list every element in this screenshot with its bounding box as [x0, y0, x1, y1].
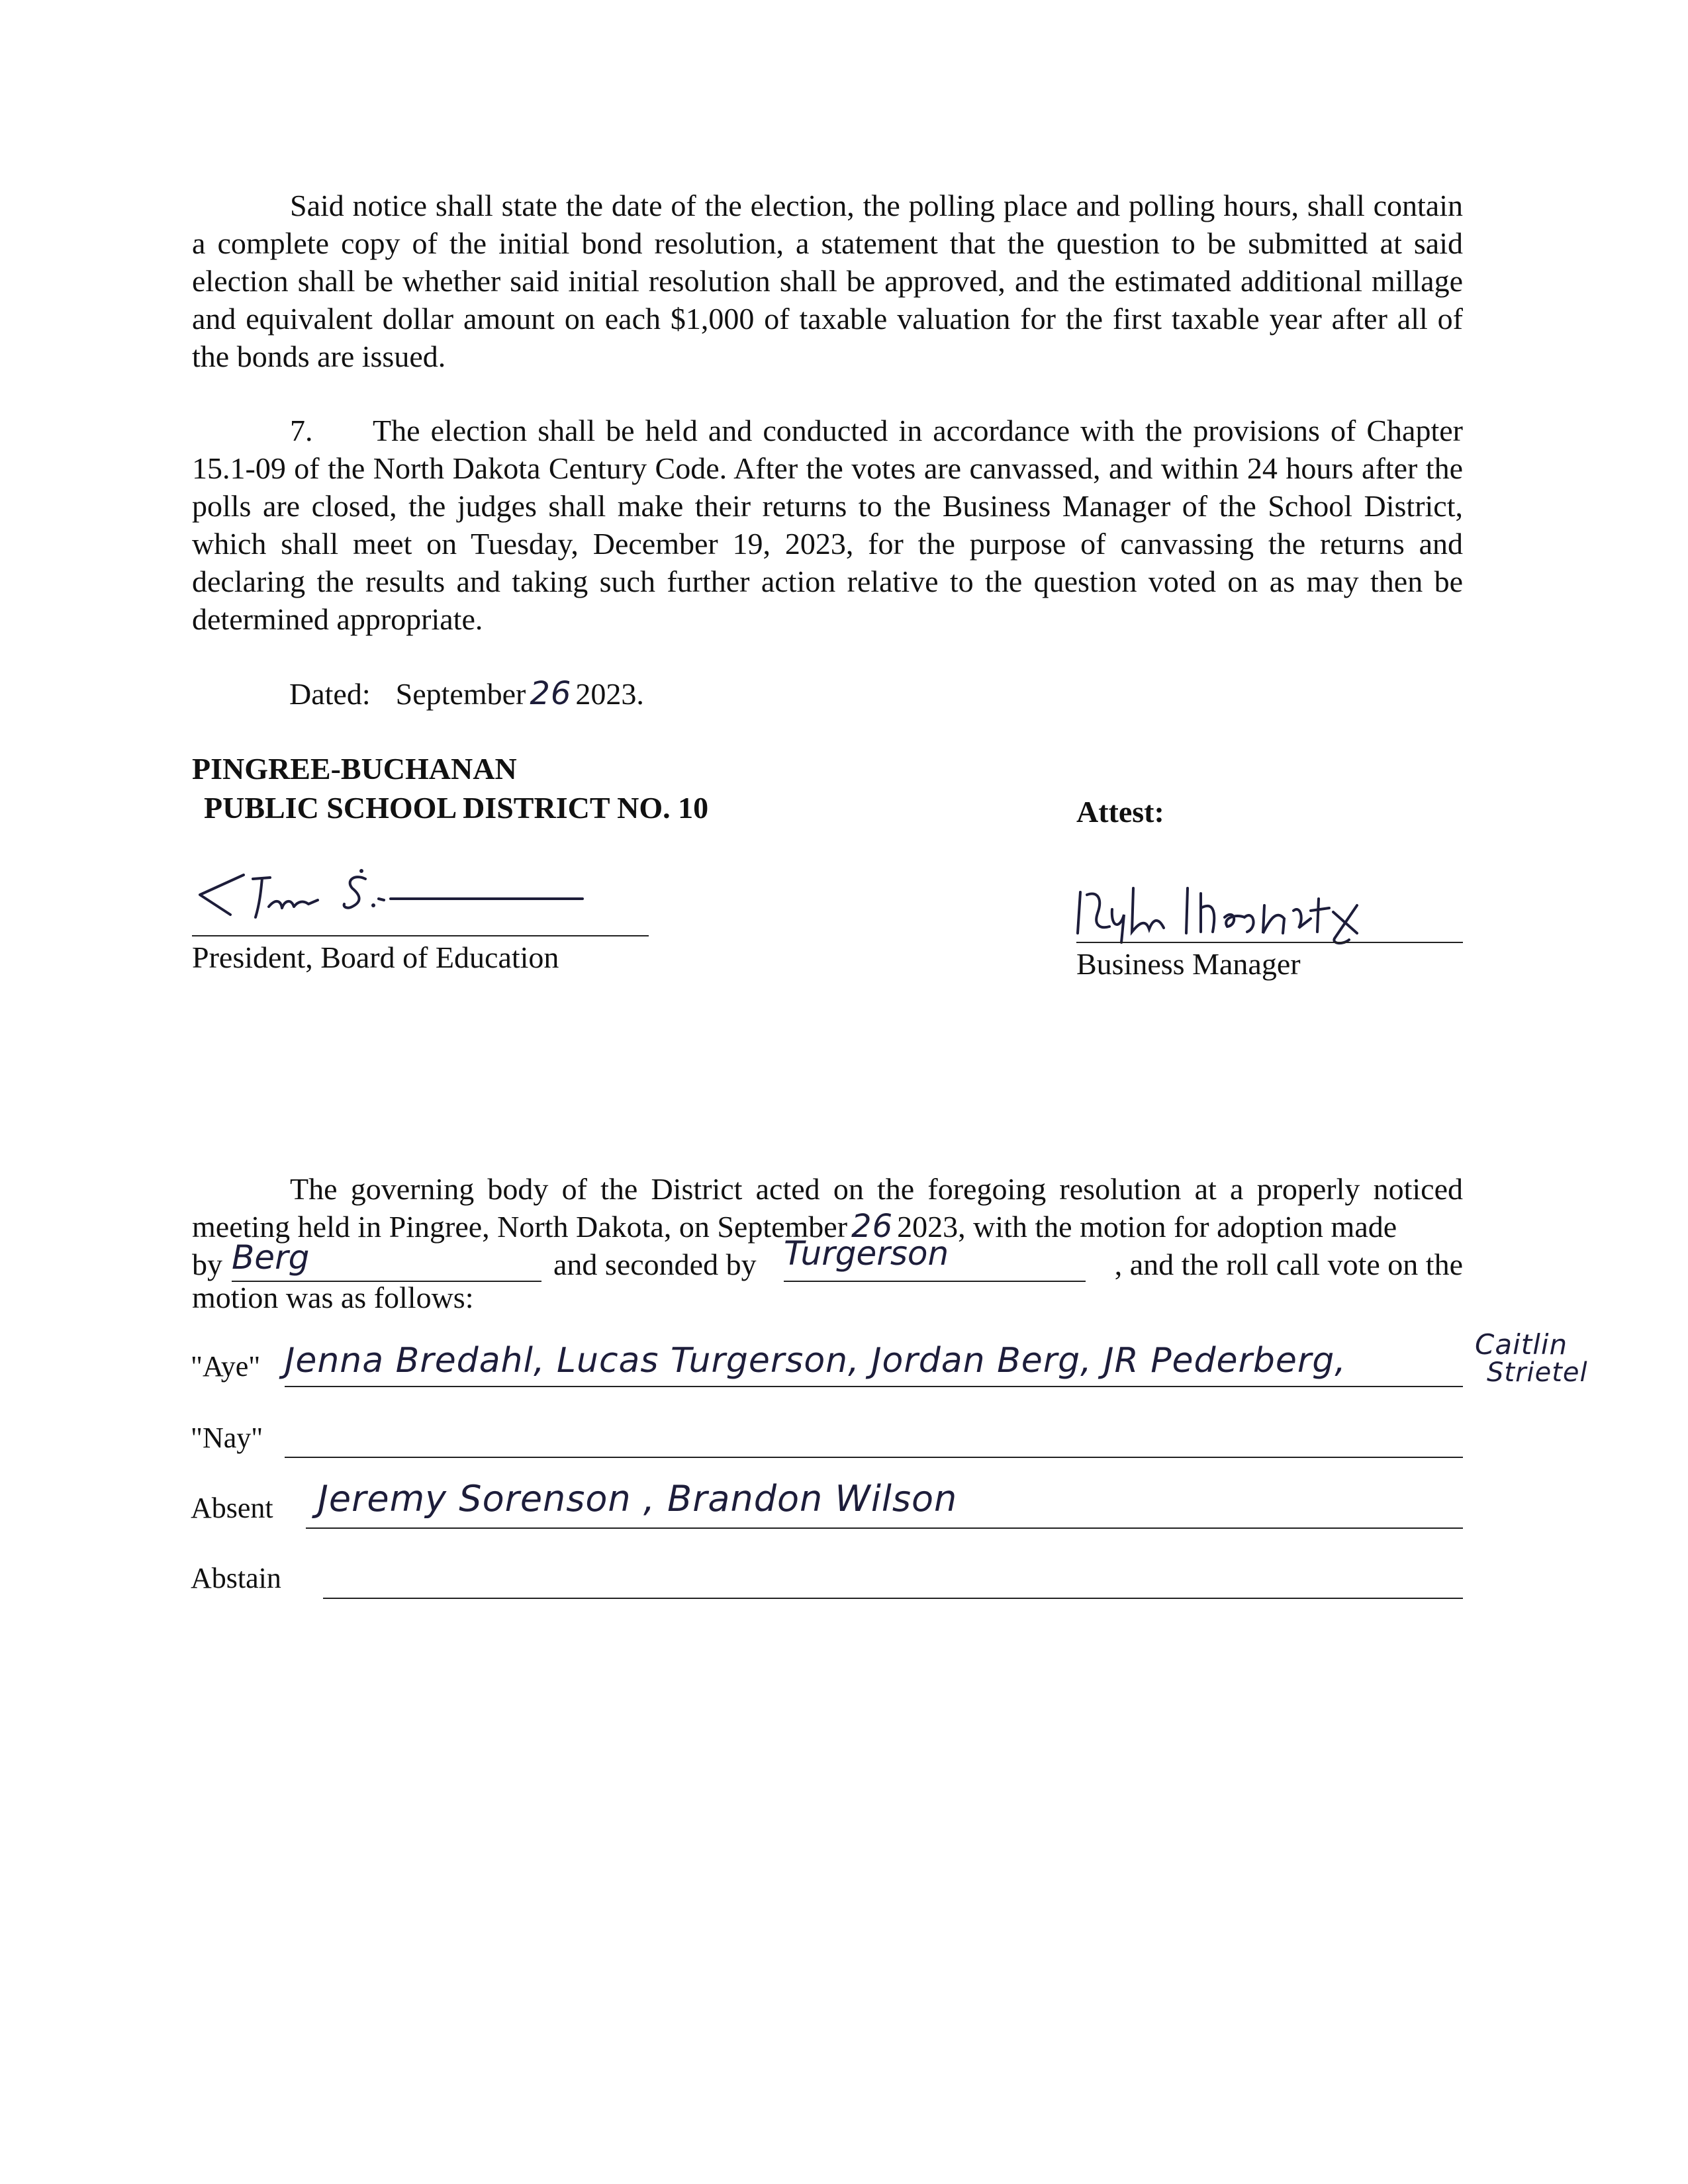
- president-signature: [192, 860, 602, 933]
- president-signature-line: [192, 935, 649, 936]
- motion-text: motion was as follows:: [192, 1281, 474, 1314]
- by-label: by: [192, 1248, 222, 1281]
- business-manager-signature: [1071, 879, 1376, 952]
- aye-names: Jenna Bredahl, Lucas Turgerson, Jordan Berg, JR Pederberg,: [285, 1341, 1346, 1381]
- aye-overflow-line1: Caitlin: [1475, 1328, 1568, 1361]
- business-manager-signature-line: [1076, 942, 1463, 943]
- district-name-line1: PINGREE-BUCHANAN: [192, 752, 517, 786]
- abstain-label: Abstain: [191, 1562, 281, 1594]
- seconded-by-handwritten: Turgerson: [784, 1234, 949, 1273]
- district-name-line2: PUBLIC SCHOOL DISTRICT NO. 10: [204, 791, 709, 825]
- attest-label: Attest:: [1076, 795, 1164, 829]
- paragraph-7-text: The election shall be held and conducted in accordance with the provisions of Chapter 15.1-09 of the North Dakota Century Code. After the votes are canvassed, and within 24 hours after the polls are closed, the judges shall make their returns to the Business Manager of the School District, which shall meet on Tuesday, December 19, 2023, for the purpose of canvassing the returns and declaring the results and taking such further action relative to the question voted on as may then be determined appropriate.: [192, 414, 1463, 636]
- roll-call-label: , and the roll call vote on the: [1114, 1248, 1463, 1281]
- dated-label: Dated:: [289, 677, 371, 711]
- governing-text-part2: 2023, with the motion for adoption made: [897, 1210, 1397, 1244]
- aye-label: "Aye": [191, 1350, 261, 1383]
- abstain-line: [323, 1598, 1463, 1599]
- governing-text-part1: The governing body of the District acted on the foregoing resolution at a properly noticed meeting held in Pingree, North Dakota, on September: [192, 1172, 1463, 1244]
- dated-line: [289, 675, 644, 713]
- paragraph-7: [192, 412, 1463, 638]
- business-manager-caption: Business Manager: [1076, 947, 1301, 981]
- nay-label: "Nay": [191, 1422, 263, 1454]
- notice-paragraph: Said notice shall state the date of the election, the polling place and polling hours, shall contain a complete copy of the initial bond resolution, a statement that the question to be submitted at said election shall be whether said initial resolution shall be approved, and the estimated additional millage and equivalent dollar amount on each $1,000 of taxable valuation for the first taxable year after all of the bonds are issued.: [192, 189, 1463, 373]
- absent-line: [306, 1527, 1463, 1529]
- aye-overflow-line2: Strietel: [1487, 1357, 1588, 1388]
- president-caption: President, Board of Education: [192, 940, 559, 974]
- dated-month: September: [395, 677, 526, 711]
- governing-day-handwritten: 26: [851, 1208, 894, 1245]
- paragraph-number: 7.: [290, 414, 313, 447]
- dated-day-handwritten: 26: [530, 675, 572, 712]
- seconded-label: and seconded by: [553, 1248, 757, 1281]
- moved-by-handwritten: Berg: [232, 1238, 310, 1277]
- absent-label: Absent: [191, 1492, 273, 1524]
- nay-line: [285, 1457, 1463, 1458]
- aye-line: [285, 1386, 1463, 1387]
- absent-names: Jeremy Sorenson , Brandon Wilson: [318, 1478, 958, 1520]
- dated-year: 2023.: [575, 677, 644, 711]
